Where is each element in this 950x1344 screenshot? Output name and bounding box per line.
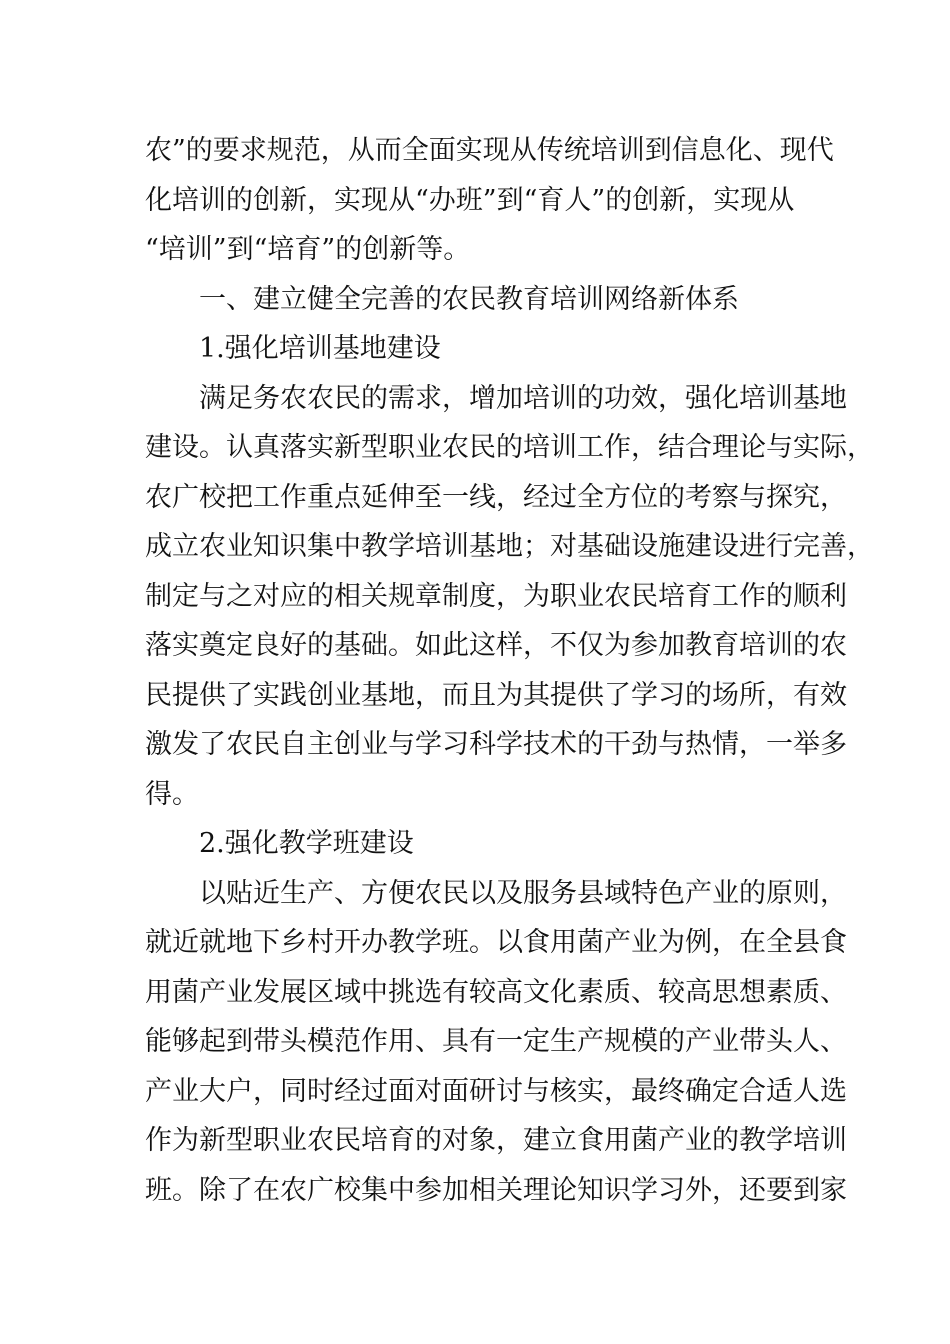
document-body [145, 126, 874, 1215]
text-line: 成立农业知识集中教学培训基地；对基础设施建设进行完善， [145, 531, 874, 562]
text-line: 制定与之对应的相关规章制度，为职业农民培育工作的顺利 [145, 580, 847, 612]
text-line: 化培训的创新，实现从“办班”到“育人”的创新，实现从 [145, 184, 795, 216]
text-line: 以贴近生产、方便农民以及服务县域特色产业的原则， [199, 877, 847, 909]
section-heading: 一、建立健全完善的农民教育培训网络新体系 [199, 283, 739, 315]
text-line: 建设。认真落实新型职业农民的培训工作，结合理论与实际， [145, 432, 874, 463]
text-line: 能够起到带头模范作用、具有一定生产规模的产业带头人、 [145, 1026, 847, 1057]
text-line: “培训”到“培育”的创新等。 [145, 234, 471, 265]
text-line: 就近就地下乡村开办教学班。以食用菌产业为例，在全县食 [145, 927, 847, 958]
text-line: 激发了农民自主创业与学习科学技术的干劲与热情，一举多 [145, 729, 847, 760]
text-line: 农广校把工作重点延伸至一线，经过全方位的考察与探究， [145, 481, 847, 513]
text-line: 落实奠定良好的基础。如此这样，不仅为参加教育培训的农 [145, 630, 847, 661]
text-line: 作为新型职业农民培育的对象，建立食用菌产业的教学培训 [145, 1125, 847, 1156]
text-line: 民提供了实践创业基地，而且为其提供了学习的场所，有效 [145, 679, 847, 711]
text-line: 满足务农农民的需求，增加培训的功效，强化培训基地 [199, 382, 847, 414]
subsection-heading: 1.强化培训基地建设 [199, 333, 441, 364]
text-line: 产业大户，同时经过面对面研讨与核实，最终确定合适人选 [145, 1075, 847, 1107]
text-line: 班。除了在农广校集中参加相关理论知识学习外，还要到家 [145, 1174, 847, 1206]
subsection-heading: 2.强化教学班建设 [199, 828, 414, 859]
text-line: 得。 [145, 778, 199, 810]
text-line: 农”的要求规范，从而全面实现从传统培训到信息化、现代 [145, 135, 834, 166]
text-line: 用菌产业发展区域中挑选有较高文化素质、较高思想素质、 [145, 976, 847, 1008]
